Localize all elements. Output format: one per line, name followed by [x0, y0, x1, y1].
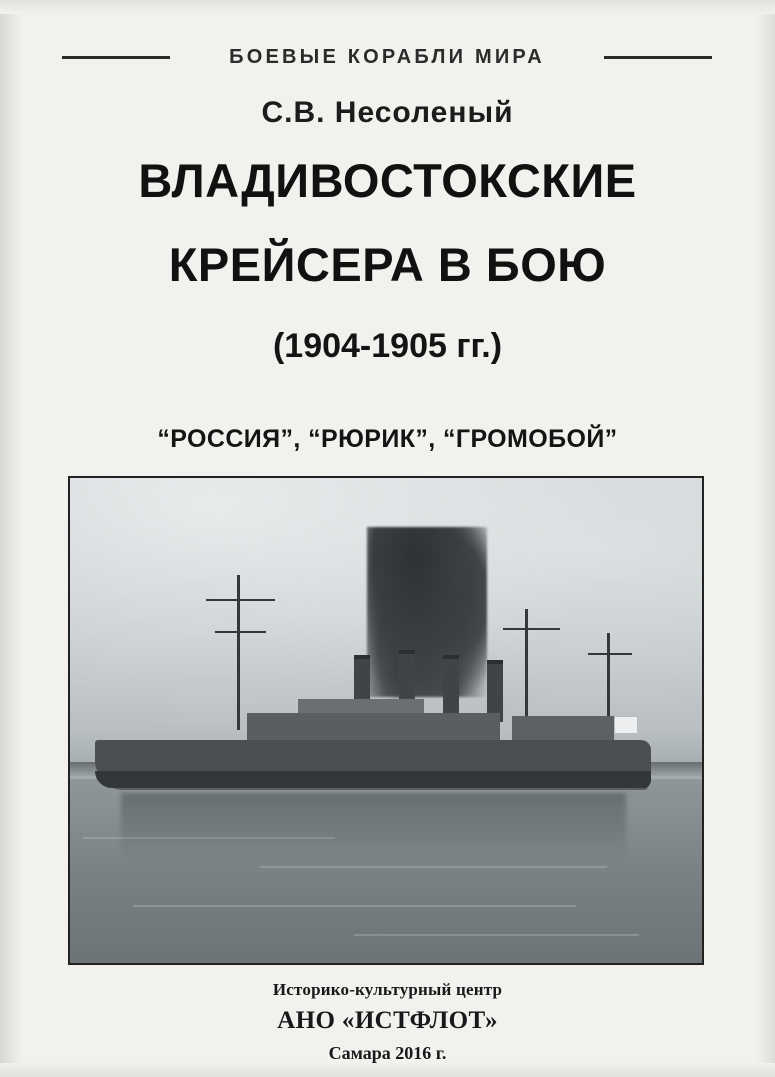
- photo-mainmast: [525, 609, 528, 730]
- series-rule-right: [604, 56, 712, 59]
- imprint-organization: Историко-культурный центр: [272, 980, 503, 999]
- book-title-line-2: КРЕЙСЕРА В БОЮ: [168, 238, 607, 291]
- publisher-imprint: [0, 980, 775, 1064]
- photo-funnel: [443, 655, 459, 722]
- water-streak: [354, 934, 638, 936]
- photo-reflection: [121, 793, 627, 861]
- imprint-place-year: Самара 2016 г.: [328, 1043, 447, 1063]
- photo-scene: [70, 478, 702, 963]
- photo-yardarm: [503, 628, 560, 630]
- author-name: С.В. Несоленый: [261, 96, 514, 129]
- title-years: (1904-1905 гг.): [272, 327, 503, 365]
- series-label: БОЕВЫЕ КОРАБЛИ МИРА: [229, 46, 545, 68]
- subtitle-ship-names: “РОССИЯ”, “РЮРИК”, “ГРОМОБОЙ”: [157, 425, 618, 453]
- title-block: [0, 150, 775, 296]
- photo-ship-hull-shadow: [95, 771, 651, 788]
- cover-photograph: [68, 476, 704, 965]
- photo-yardarm: [588, 653, 632, 655]
- series-rule-left: [62, 56, 170, 59]
- water-streak: [133, 905, 575, 907]
- photo-yardarm: [215, 631, 266, 633]
- book-title-line-1: ВЛАДИВОСТОКСКИЕ: [138, 154, 637, 207]
- photo-ensign-flag: [614, 716, 638, 734]
- series-band: [62, 38, 712, 76]
- imprint-publisher: АНО «ИСТФЛОТ»: [277, 1007, 498, 1034]
- water-streak: [260, 866, 608, 868]
- photo-yardarm: [206, 599, 276, 601]
